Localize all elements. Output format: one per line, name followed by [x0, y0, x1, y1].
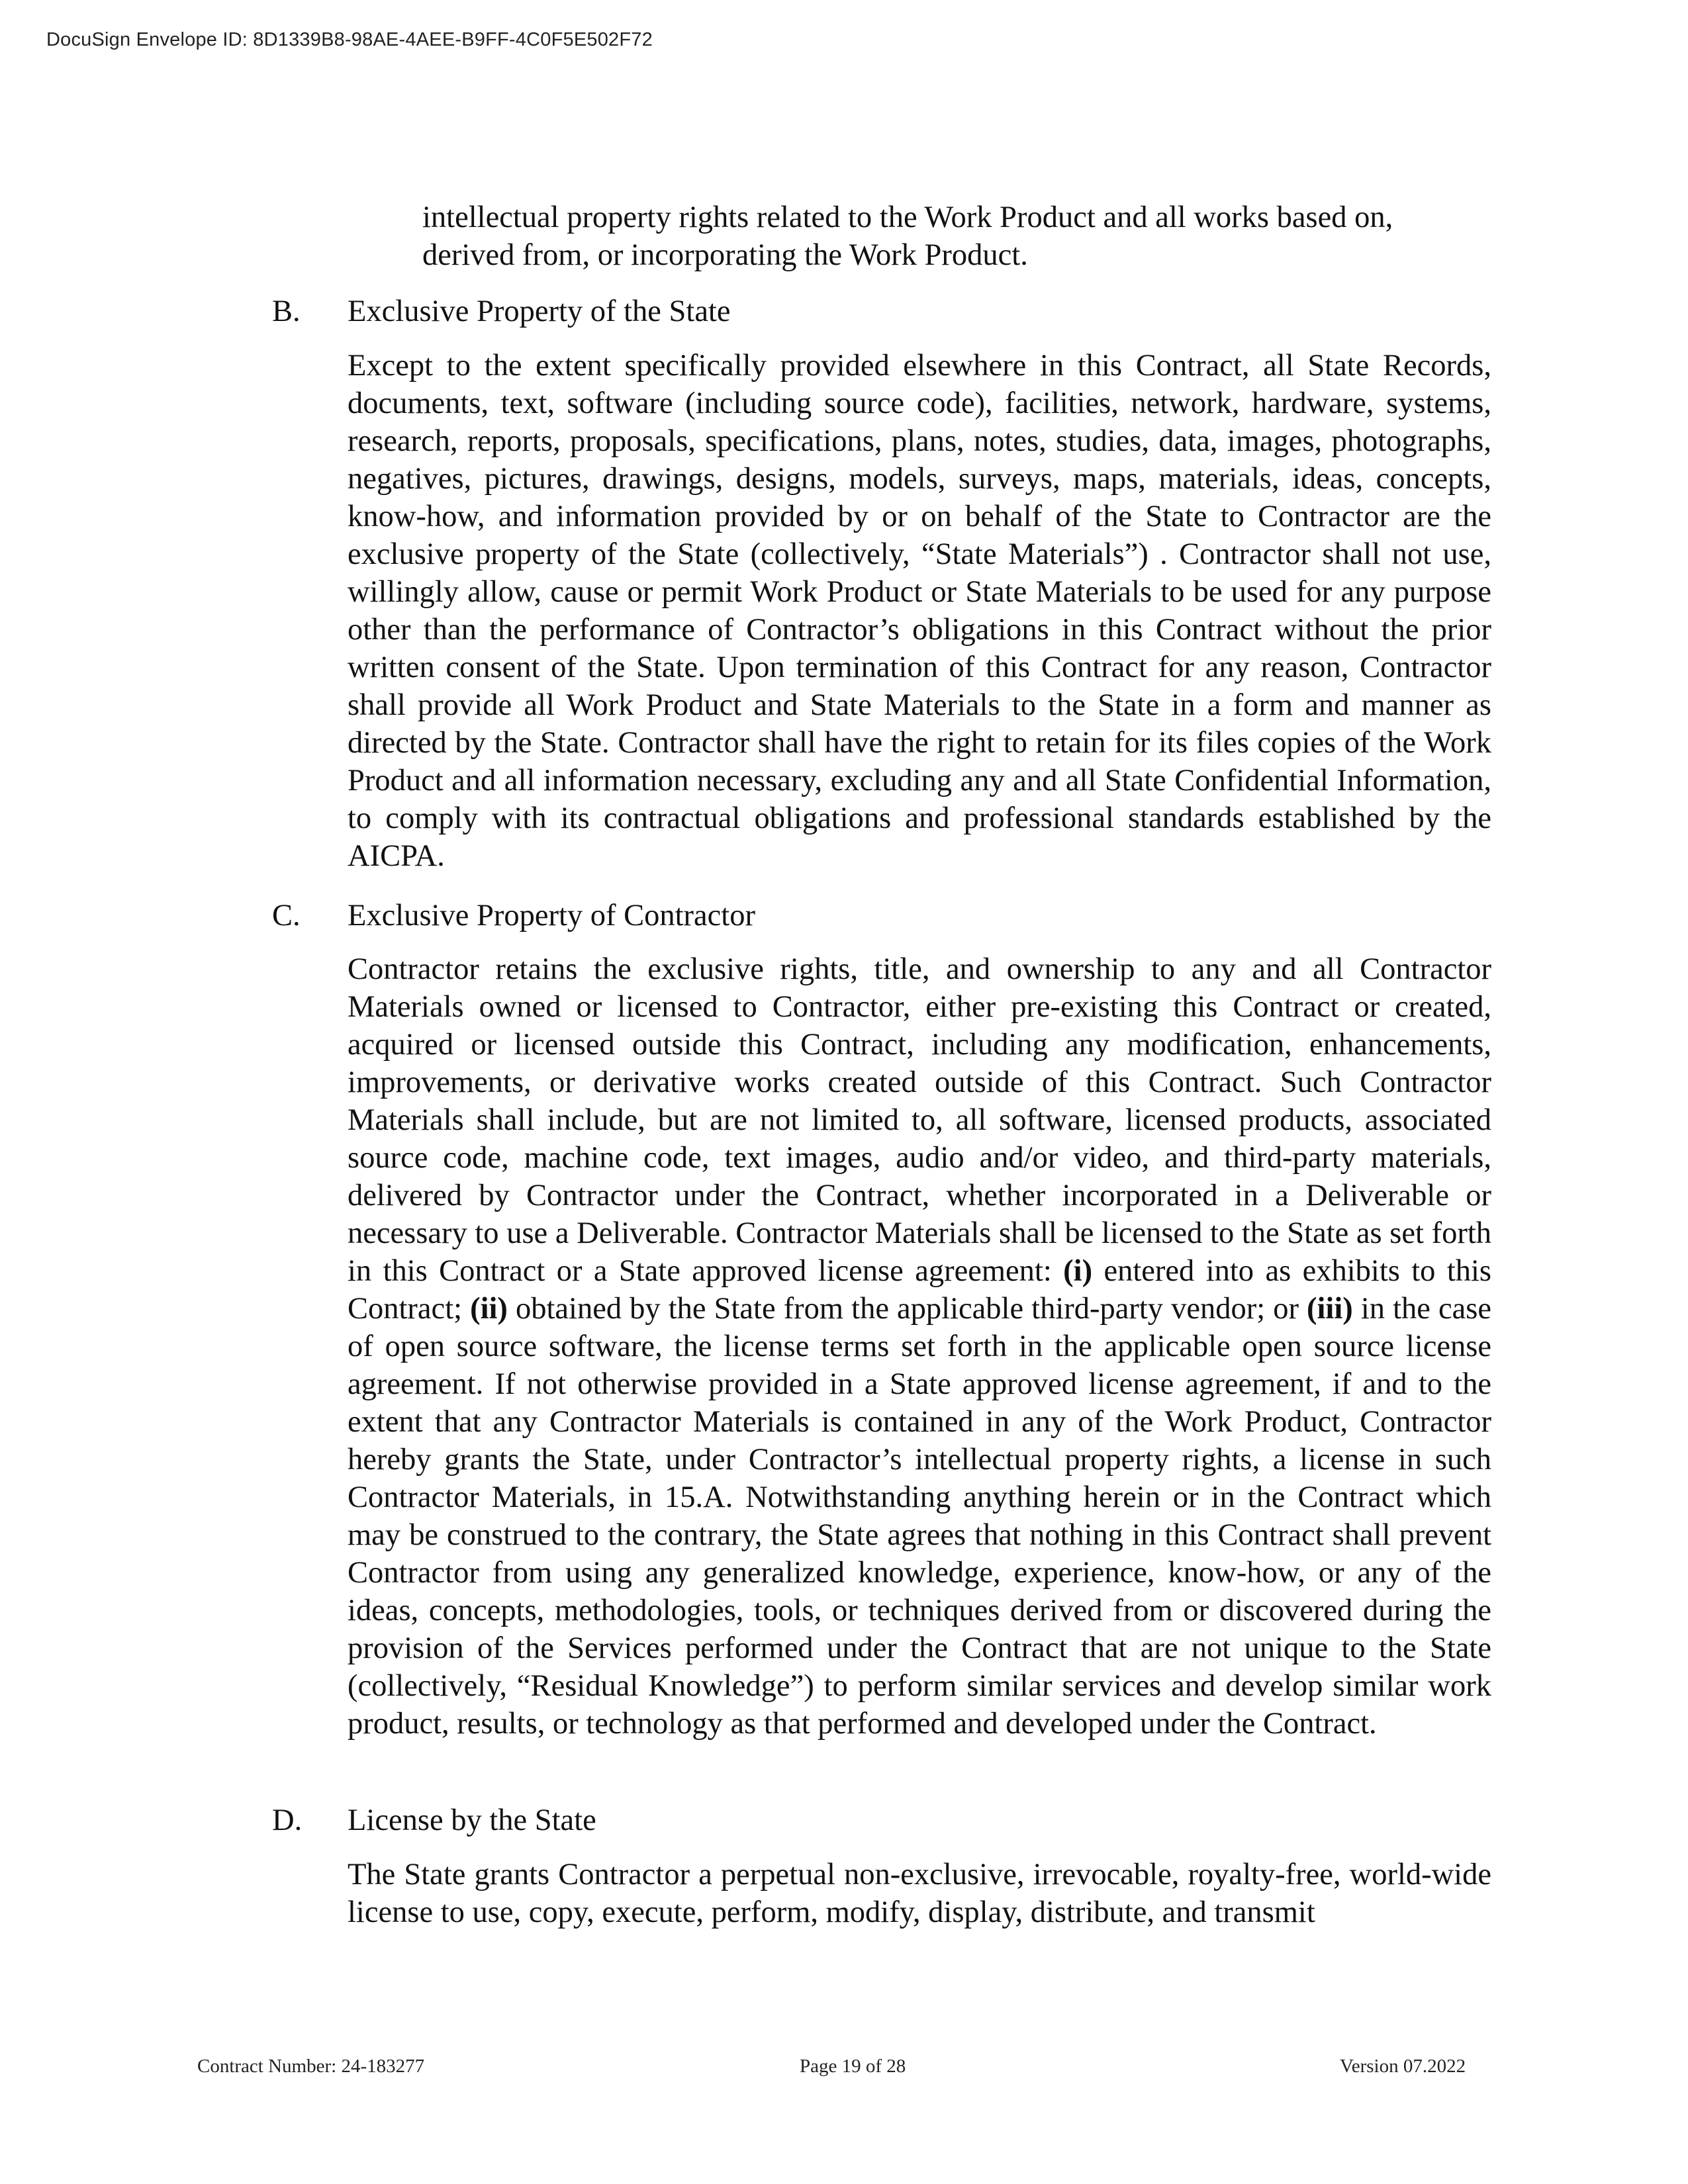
- section-c-marker-iii: (iii): [1307, 1292, 1353, 1326]
- section-c-text-4: in the case of open source software, the license terms set forth in the applicable open source license agreement. If not otherwise provided in a State approved license agreement, if and to the extent that any Contractor Materials is contained in any of the Work Product, Contractor hereby grants the State, under Contractor’s intellectual property rights, a license in such Contractor Materials, in 15.A. Notwithstanding anything herein or in the Contract which may be construed to the contrary, the State agrees that nothing in this Contract shall prevent Contractor from using any generalized knowledge, experience, know-how, or any of the ideas, concepts, methodologies, tools, or techniques derived from or discovered during the provision of the Services performed under the Contract that are not unique to the State (collectively, “Residual Knowledge”) to perform similar services and develop similar work product, results, or technology as that performed and developed under the Contract.: [348, 1292, 1491, 1741]
- section-d-heading: [272, 1801, 1491, 1839]
- footer-contract-number: Contract Number: 24-183277: [197, 2056, 425, 2077]
- section-b-letter: B.: [272, 295, 301, 328]
- section-c-text-2: entered into as exhibits to this Contract;: [348, 1254, 1492, 1326]
- section-b-heading: [272, 293, 1491, 330]
- section-c-text-3: obtained by the State from the applicable third-party vendor; or: [507, 1292, 1307, 1326]
- section-d-paragraph: The State grants Contractor a perpetual non-exclusive, irrevocable, royalty-free, world-wide license to use, copy, execute, perform, modify, display, distribute, and transmit: [348, 1858, 1491, 1929]
- section-d-letter: D.: [272, 1803, 303, 1837]
- docusign-envelope-id: DocuSign Envelope ID: 8D1339B8-98AE-4AEE-B9FF-4C0F5E502F72: [46, 29, 653, 50]
- section-b-title: Exclusive Property of the State: [348, 295, 731, 328]
- section-d-title: License by the State: [348, 1803, 596, 1837]
- section-c-heading: [272, 897, 1491, 934]
- section-c-marker-ii: (ii): [470, 1292, 508, 1326]
- footer-page-number: Page 19 of 28: [800, 2056, 906, 2077]
- section-c-marker-i: (i): [1063, 1254, 1093, 1288]
- section-c-text-1: Contractor retains the exclusive rights, title, and ownership to any and all Contractor Materials owned or licensed to Contractor, either pre-existing this Contract or created, acquired or licensed outside this Contract, including any modification, enhancements, improvements, or derivative works created outside of this Contract. Such Contractor Materials shall include, but are not limited to, all software, licensed products, associated source code, machine code, text images, audio and/or video, and third-party materials, delivered by Contractor under the Contract, whether incorporated in a Deliverable or necessary to use a Deliverable. Contractor Materials shall be licensed to the State as set forth in this Contract or a State approved license agreement:: [348, 952, 1491, 1288]
- intro-paragraph: intellectual property rights related to the Work Product and all works based on, derived from, or incorporating the Work Product.: [422, 201, 1393, 272]
- section-c-letter: C.: [272, 899, 301, 933]
- section-b-paragraph: Except to the extent specifically provided elsewhere in this Contract, all State Records, documents, text, software (including source code), facilities, network, hardware, systems, research, reports, proposals, specifications, plans, notes, studies, data, images, photographs, negatives, pictures, drawings, designs, models, surveys, maps, materials, ideas, concepts, know-how, and information provided by or on behalf of the State to Contractor are the exclusive property of the State (collectively, “State Materials”) . Contractor shall not use, willingly allow, cause or permit Work Product or State Materials to be used for any purpose other than the performance of Contractor’s obligations in this Contract without the prior written consent of the State. Upon termination of this Contract for any reason, Contractor shall provide all Work Product and State Materials to the State in a form and manner as directed by the State. Contractor shall have the right to retain for its files copies of the Work Product and all information necessary, excluding any and all State Confidential Information, to comply with its contractual obligations and professional standards established by the AICPA.: [348, 349, 1491, 873]
- section-c-title: Exclusive Property of Contractor: [348, 899, 755, 933]
- footer-version: Version 07.2022: [1340, 2056, 1466, 2077]
- section-c-paragraph: [348, 950, 1491, 1743]
